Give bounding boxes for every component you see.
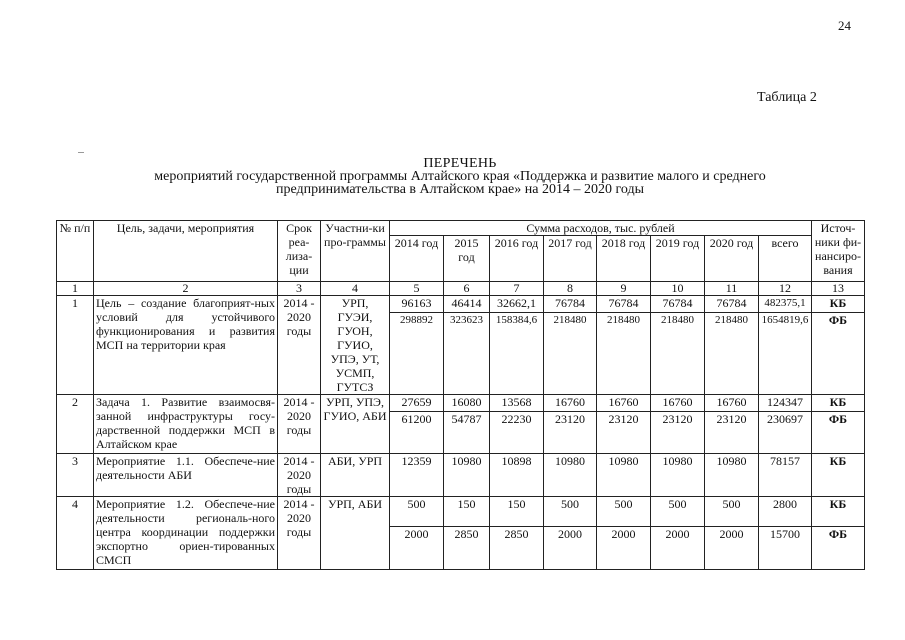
column-number-row xyxy=(57,282,865,296)
header-source: Источ-ники фи-нансиро-вания xyxy=(812,221,865,282)
row-value: 500 xyxy=(544,497,597,527)
header-term: Срок реа-лиза-ции xyxy=(278,221,321,282)
row-value: 16760 xyxy=(705,395,759,412)
row-participants: АБИ, УРП xyxy=(321,454,390,497)
page-number: 24 xyxy=(838,18,851,33)
table-label: Таблица 2 xyxy=(757,90,817,105)
table-row xyxy=(57,395,865,412)
row-num: 1 xyxy=(57,296,94,395)
row-value: 23120 xyxy=(651,412,705,454)
row-value: 22230 xyxy=(490,412,544,454)
row-source: ФБ xyxy=(812,527,865,570)
header-year: 2016 год xyxy=(490,236,544,282)
row-value: 27659 xyxy=(390,395,444,412)
row-term: 2014 - 2020 годы xyxy=(278,296,321,395)
row-num: 4 xyxy=(57,497,94,570)
row-value: 2000 xyxy=(597,527,651,570)
row-value: 54787 xyxy=(444,412,490,454)
row-value: 218480 xyxy=(705,313,759,395)
header-year: 2019 год xyxy=(651,236,705,282)
row-term: 2014 - 2020 годы xyxy=(278,395,321,454)
row-term: 2014 - 2020 годы xyxy=(278,454,321,497)
row-value: 10980 xyxy=(444,454,490,497)
row-total: 482375,1 xyxy=(759,296,812,313)
table-row xyxy=(57,454,865,497)
title-line-2: мероприятий государственной программы Алтайского края «Поддержка и развитие малого и среднего xyxy=(154,169,766,184)
row-source: ФБ xyxy=(812,313,865,395)
row-num: 2 xyxy=(57,395,94,454)
row-total: 124347 xyxy=(759,395,812,412)
header-row-1 xyxy=(57,221,865,236)
row-value: 500 xyxy=(651,497,705,527)
row-value: 16760 xyxy=(597,395,651,412)
row-value: 96163 xyxy=(390,296,444,313)
column-number: 10 xyxy=(651,282,705,296)
row-value: 2000 xyxy=(705,527,759,570)
row-value: 2000 xyxy=(544,527,597,570)
table-row xyxy=(57,497,865,527)
row-value: 10980 xyxy=(705,454,759,497)
row-term: 2014 - 2020 годы xyxy=(278,497,321,570)
row-name: Задача 1. Развитие взаимосвя-занной инфраструктуры госу-дарственной поддержки МСП в Алтайском крае xyxy=(94,395,278,454)
header-num: № п/п xyxy=(57,221,94,282)
header-year: 2017 год xyxy=(544,236,597,282)
header-sum: Сумма расходов, тыс. рублей xyxy=(390,221,812,236)
row-source: КБ xyxy=(812,395,865,412)
row-source: ФБ xyxy=(812,412,865,454)
row-value: 23120 xyxy=(597,412,651,454)
row-value: 2000 xyxy=(651,527,705,570)
column-number: 2 xyxy=(94,282,278,296)
row-value: 298892 xyxy=(390,313,444,395)
expenses-table xyxy=(56,220,865,570)
header-year: 2018 год xyxy=(597,236,651,282)
row-value: 16760 xyxy=(651,395,705,412)
row-total: 15700 xyxy=(759,527,812,570)
row-total: 78157 xyxy=(759,454,812,497)
column-number: 9 xyxy=(597,282,651,296)
header-year: 2015 год xyxy=(444,236,490,282)
row-value: 500 xyxy=(390,497,444,527)
title-line-3: предпринимательства в Алтайском крае» на 2014 – 2020 годы xyxy=(276,182,644,197)
row-value: 76784 xyxy=(597,296,651,313)
column-number: 7 xyxy=(490,282,544,296)
row-value: 150 xyxy=(444,497,490,527)
row-value: 46414 xyxy=(444,296,490,313)
row-value: 10980 xyxy=(597,454,651,497)
title-heading: ПЕРЕЧЕНЬ xyxy=(423,156,497,171)
row-value: 12359 xyxy=(390,454,444,497)
row-value: 16760 xyxy=(544,395,597,412)
row-participants: УРП, АБИ xyxy=(321,497,390,570)
row-value: 500 xyxy=(597,497,651,527)
column-number: 11 xyxy=(705,282,759,296)
row-value: 76784 xyxy=(544,296,597,313)
row-value: 32662,1 xyxy=(490,296,544,313)
scan-mark xyxy=(78,152,84,153)
column-number: 13 xyxy=(812,282,865,296)
column-number: 3 xyxy=(278,282,321,296)
row-value: 218480 xyxy=(544,313,597,395)
row-value: 2850 xyxy=(444,527,490,570)
row-value: 76784 xyxy=(705,296,759,313)
row-value: 16080 xyxy=(444,395,490,412)
row-value: 2000 xyxy=(390,527,444,570)
header-participants: Участни-ки про-граммы xyxy=(321,221,390,282)
row-name: Мероприятие 1.1. Обеспече-ние деятельности АБИ xyxy=(94,454,278,497)
row-value: 10898 xyxy=(490,454,544,497)
row-value: 23120 xyxy=(544,412,597,454)
document-title xyxy=(60,157,860,196)
row-value: 10980 xyxy=(651,454,705,497)
row-value: 218480 xyxy=(651,313,705,395)
row-total: 2800 xyxy=(759,497,812,527)
row-source: КБ xyxy=(812,497,865,527)
row-value: 218480 xyxy=(597,313,651,395)
header-total: всего xyxy=(759,236,812,282)
column-number: 1 xyxy=(57,282,94,296)
row-value: 10980 xyxy=(544,454,597,497)
row-value: 13568 xyxy=(490,395,544,412)
column-number: 6 xyxy=(444,282,490,296)
row-value: 158384,6 xyxy=(490,313,544,395)
column-number: 8 xyxy=(544,282,597,296)
row-participants: УРП, ГУЭИ, ГУОН, ГУИО, УПЭ, УТ, УСМП, ГУТСЗ xyxy=(321,296,390,395)
column-number: 12 xyxy=(759,282,812,296)
row-value: 323623 xyxy=(444,313,490,395)
row-value: 500 xyxy=(705,497,759,527)
row-total: 230697 xyxy=(759,412,812,454)
row-value: 2850 xyxy=(490,527,544,570)
column-number: 4 xyxy=(321,282,390,296)
header-name: Цель, задачи, мероприятия xyxy=(94,221,278,282)
row-source: КБ xyxy=(812,296,865,313)
row-value: 150 xyxy=(490,497,544,527)
row-value: 23120 xyxy=(705,412,759,454)
row-total: 1654819,6 xyxy=(759,313,812,395)
row-value: 61200 xyxy=(390,412,444,454)
table-row xyxy=(57,296,865,313)
row-num: 3 xyxy=(57,454,94,497)
row-name: Мероприятие 1.2. Обеспече-ние деятельности региональ-ного центра координации поддержки экспортно ориен-тированных СМСП xyxy=(94,497,278,570)
row-name: Цель – создание благоприят-ных условий для устойчивого функционирования и развития МСП на территории края xyxy=(94,296,278,395)
column-number: 5 xyxy=(390,282,444,296)
row-participants: УРП, УПЭ, ГУИО, АБИ xyxy=(321,395,390,454)
header-year: 2020 год xyxy=(705,236,759,282)
row-value: 76784 xyxy=(651,296,705,313)
header-year: 2014 год xyxy=(390,236,444,282)
row-source: КБ xyxy=(812,454,865,497)
